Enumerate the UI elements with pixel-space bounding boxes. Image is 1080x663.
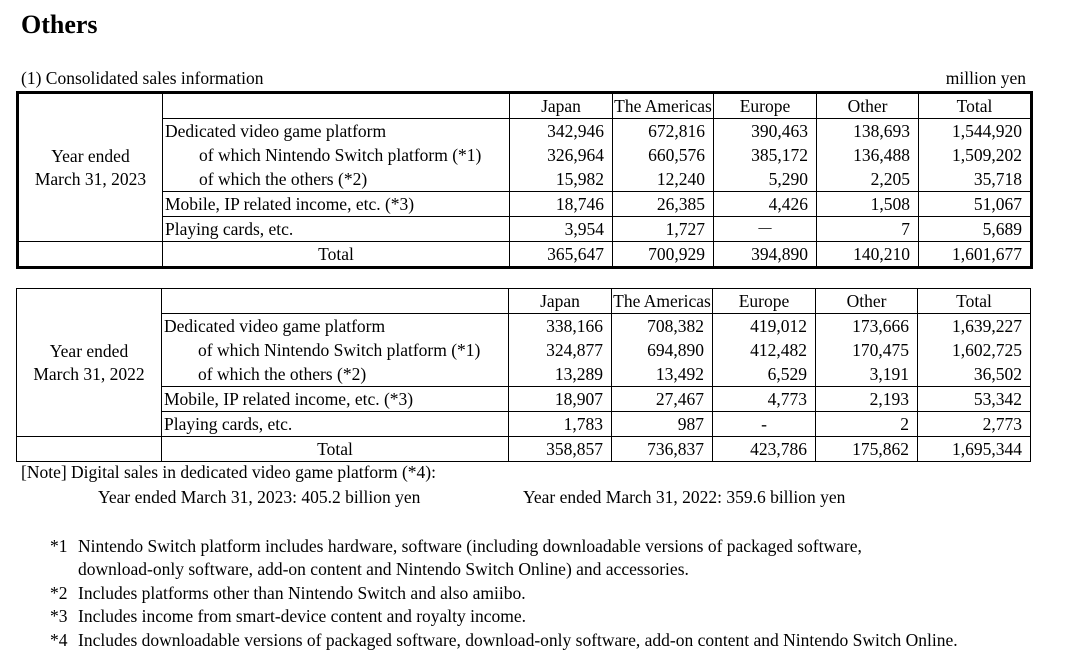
cell-value: 12,240 (613, 167, 714, 192)
section-heading: Others (21, 10, 98, 39)
cell-value: 2,205 (817, 167, 919, 192)
cell-value: 18,746 (510, 192, 613, 217)
note-value-2023: Year ended March 31, 2023: 405.2 billion yen (98, 487, 421, 507)
cell-value: 694,890 (612, 338, 713, 362)
cell-value: 7 (817, 217, 919, 242)
total-row (17, 437, 1031, 462)
cell-value: 6,529 (713, 362, 816, 387)
row-label: Mobile, IP related income, etc. (*3) (162, 387, 509, 412)
table-header-row (17, 289, 1031, 314)
footnote-mark: *3 (50, 606, 68, 626)
footnote-text: Includes platforms other than Nintendo Switch and also amiibo. (78, 583, 526, 603)
col-header-japan: Japan (510, 93, 613, 119)
cell-value: 173,666 (816, 314, 918, 339)
cell-value: 1,508 (817, 192, 919, 217)
footnote-mark: *4 (50, 630, 68, 650)
footnote-text: Nintendo Switch platform includes hardware, software (including downloadable versions of packaged software, (78, 536, 862, 556)
cell-value: 2,193 (816, 387, 918, 412)
cell-value: 412,482 (713, 338, 816, 362)
row-label: of which the others (*2) (163, 167, 510, 192)
cell-value: 13,289 (509, 362, 612, 387)
note-heading: [Note] Digital sales in dedicated video game platform (*4): (21, 462, 437, 482)
footnote-mark: *1 (50, 536, 68, 556)
cell-value: 365,647 (510, 242, 613, 268)
col-header-other: Other (817, 93, 919, 119)
cell-value: 1,727 (613, 217, 714, 242)
table-row (17, 338, 1031, 362)
row-label: Total (163, 242, 510, 268)
year-cell: Year ended March 31, 2023 (18, 93, 163, 242)
cell-value: 26,385 (613, 192, 714, 217)
row-label: of which Nintendo Switch platform (*1) (162, 338, 509, 362)
cell-value: 342,946 (510, 119, 613, 144)
footnote-4 (50, 629, 958, 652)
footnote-text: Includes income from smart-device content and royalty income. (78, 606, 527, 626)
table-row (18, 143, 1032, 167)
col-header-europe: Europe (714, 93, 817, 119)
cell-value: 138,693 (817, 119, 919, 144)
year-cell: Year ended March 31, 2022 (17, 289, 162, 437)
footnote-text: Includes downloadable versions of packaged software, download-only software, add-on content and Nintendo Switch Online. (78, 630, 958, 650)
cell-value: 18,907 (509, 387, 612, 412)
row-label: Total (162, 437, 509, 462)
table-row (17, 387, 1031, 412)
cell-value: 358,857 (509, 437, 612, 462)
cell-value: 27,467 (612, 387, 713, 412)
total-row (18, 242, 1032, 268)
sales-table-2022 (16, 288, 1031, 462)
cell-value: 324,877 (509, 338, 612, 362)
cell-value: － (714, 217, 817, 242)
cell-value: 1,601,677 (919, 242, 1032, 268)
cell-value: 1,639,227 (918, 314, 1031, 339)
col-header-europe: Europe (713, 289, 816, 314)
cell-value: 338,166 (509, 314, 612, 339)
cell-value: 4,773 (713, 387, 816, 412)
cell-value: 700,929 (613, 242, 714, 268)
cell-value: 423,786 (713, 437, 816, 462)
table-subtitle: (1) Consolidated sales information (21, 68, 264, 88)
cell-value: - (713, 412, 816, 437)
cell-value: 394,890 (714, 242, 817, 268)
cell-value: 170,475 (816, 338, 918, 362)
cell-value: 390,463 (714, 119, 817, 144)
cell-value: 35,718 (919, 167, 1032, 192)
cell-value: 1,695,344 (918, 437, 1031, 462)
note-value-2022: Year ended March 31, 2022: 359.6 billion yen (523, 487, 846, 507)
cell-value: 136,488 (817, 143, 919, 167)
table-row (17, 412, 1031, 437)
cell-value: 708,382 (612, 314, 713, 339)
row-label: Playing cards, etc. (162, 412, 509, 437)
col-header-americas: The Americas (612, 289, 713, 314)
table-row (18, 217, 1032, 242)
row-label: Dedicated video game platform (162, 314, 509, 339)
cell-value: 13,492 (612, 362, 713, 387)
cell-value: 660,576 (613, 143, 714, 167)
cell-value: 3,191 (816, 362, 918, 387)
row-label: of which Nintendo Switch platform (*1) (163, 143, 510, 167)
table-header-row (18, 93, 1032, 119)
footnote-text-continued: download-only software, add-on content and Nintendo Switch Online) and accessories. (78, 559, 689, 579)
table-row (18, 167, 1032, 192)
row-label: of which the others (*2) (162, 362, 509, 387)
table-row (18, 119, 1032, 144)
col-header-other: Other (816, 289, 918, 314)
cell-value: 1,509,202 (919, 143, 1032, 167)
cell-value: 2,773 (918, 412, 1031, 437)
cell-value: 53,342 (918, 387, 1031, 412)
cell-value: 1,602,725 (918, 338, 1031, 362)
footnote-2 (50, 582, 526, 605)
sales-table-2023 (16, 91, 1033, 269)
unit-label: million yen (945, 68, 1026, 88)
cell-value: 36,502 (918, 362, 1031, 387)
footnote-mark: *2 (50, 583, 68, 603)
footnote-1 (50, 535, 862, 581)
table-row (18, 192, 1032, 217)
cell-value: 15,982 (510, 167, 613, 192)
cell-value: 2 (816, 412, 918, 437)
cell-value: 5,290 (714, 167, 817, 192)
cell-value: 5,689 (919, 217, 1032, 242)
cell-value: 385,172 (714, 143, 817, 167)
col-header-total: Total (919, 93, 1032, 119)
cell-value: 3,954 (510, 217, 613, 242)
cell-value: 419,012 (713, 314, 816, 339)
footnote-3 (50, 605, 526, 628)
row-label: Mobile, IP related income, etc. (*3) (163, 192, 510, 217)
table-row (17, 362, 1031, 387)
cell-value: 140,210 (817, 242, 919, 268)
cell-value: 672,816 (613, 119, 714, 144)
table-row (17, 314, 1031, 339)
col-header-japan: Japan (509, 289, 612, 314)
cell-value: 326,964 (510, 143, 613, 167)
cell-value: 51,067 (919, 192, 1032, 217)
cell-value: 1,544,920 (919, 119, 1032, 144)
cell-value: 4,426 (714, 192, 817, 217)
col-header-total: Total (918, 289, 1031, 314)
col-header-americas: The Americas (613, 93, 714, 119)
cell-value: 175,862 (816, 437, 918, 462)
cell-value: 1,783 (509, 412, 612, 437)
row-label: Dedicated video game platform (163, 119, 510, 144)
row-label: Playing cards, etc. (163, 217, 510, 242)
cell-value: 736,837 (612, 437, 713, 462)
cell-value: 987 (612, 412, 713, 437)
